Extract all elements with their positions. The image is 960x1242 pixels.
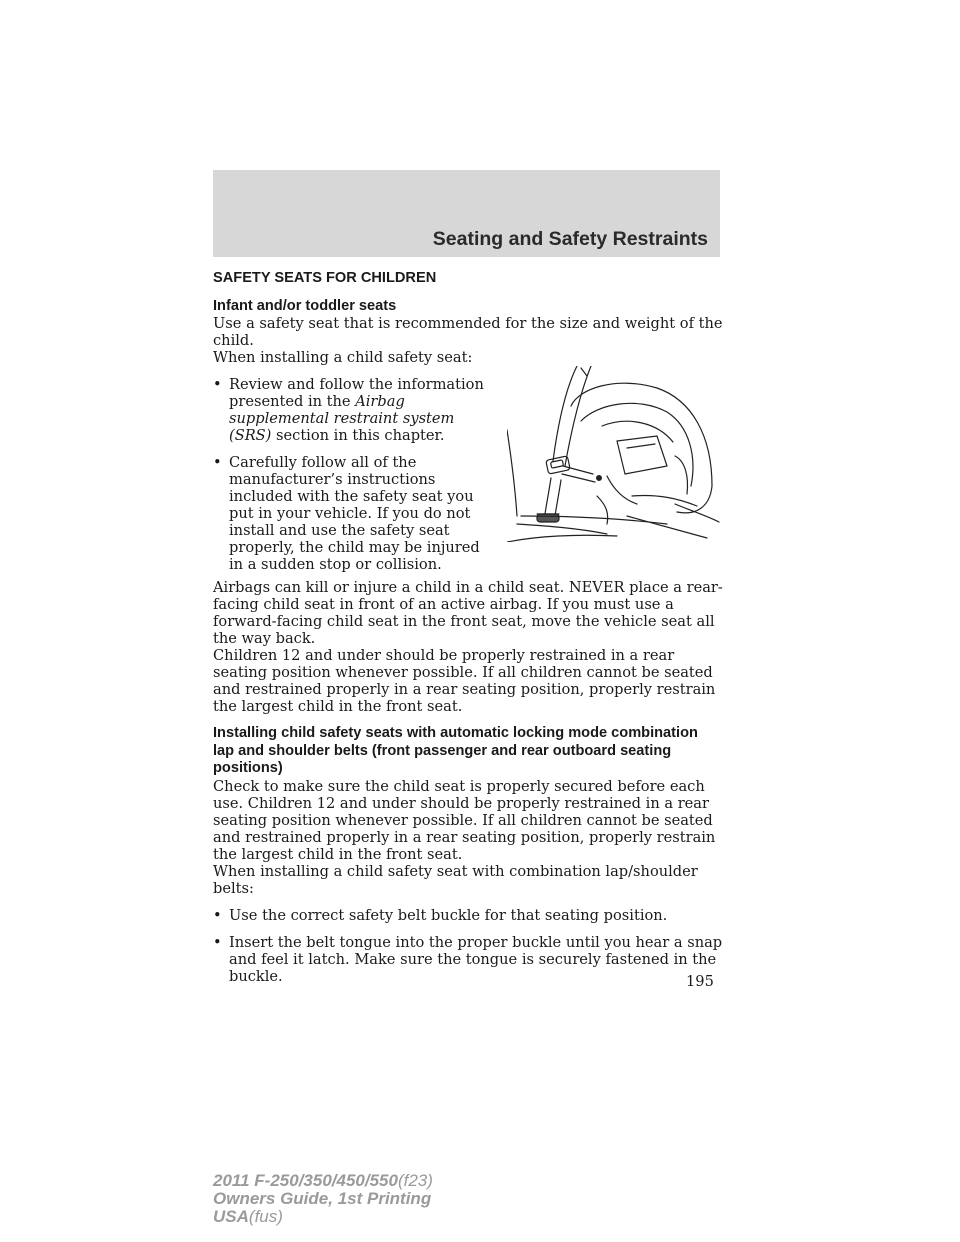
- para-check-secured: Check to make sure the child seat is properly secured before each use. Children 12 and under should be properly restrained in a rear seating position whenever possible. If all children cannot be seated and restrained properly in a rear seating position, properly restrain the largest child in the front seat.: [213, 777, 716, 863]
- airbag-srs-reference: Airbag supplemental restraint system (SRS): [229, 393, 455, 444]
- bullet-review-text-post: section in this chapter.: [271, 427, 445, 444]
- para-when-installing: When installing a child safety seat:: [213, 349, 473, 366]
- bullet-follow-instructions: [213, 454, 491, 573]
- heading-installing-child-seats: Installing child safety seats with automatic locking mode combination lap and shoulder belts (front passenger and rear outboard seating positions): [213, 725, 698, 776]
- page-number: 195: [686, 973, 714, 990]
- page-content: [213, 270, 723, 985]
- para-airbags-warning: Airbags can kill or injure a child in a child seat. NEVER place a rear-facing child seat in front of an active airbag. If you must use a forward-facing child seat in the front seat, move the vehicle seat all the way back.: [213, 579, 723, 647]
- bullet-insert-tongue: [213, 934, 723, 985]
- bullet-glyph: •: [213, 933, 222, 951]
- heading-safety-seats: SAFETY SEATS FOR CHILDREN: [213, 270, 437, 286]
- para-children-restrained: Children 12 and under should be properly restrained in a rear seating position whenever possible. If all children cannot be seated and restrained properly in a rear seating position, properly restrain the largest child in the front seat.: [213, 647, 716, 715]
- footer-model-code: (f23): [397, 1171, 433, 1190]
- para-when-installing-lap-shoulder: When installing a child safety seat with combination lap/shoulder belts:: [213, 862, 698, 897]
- bullet-review-info: [213, 376, 491, 444]
- heading-infant-toddler: Infant and/or toddler seats: [213, 297, 397, 314]
- section-header-band: [213, 170, 720, 257]
- bullet-glyph: •: [213, 376, 222, 393]
- bullet-follow-text: Carefully follow all of the manufacturer’s instructions included with the safety seat you put in your vehicle. If you do not install and use the safety seat properly, the child may be injured in a sudden stop or collision.: [229, 454, 480, 573]
- section-title: Seating and Safety Restraints: [432, 228, 708, 250]
- bullet-glyph: •: [213, 454, 222, 471]
- bullet-review-text-pre: Review and follow the information presented in the: [229, 376, 484, 410]
- bullet-glyph: •: [213, 906, 222, 924]
- bullet-correct-buckle-text: Use the correct safety belt buckle for that seating position.: [229, 906, 668, 924]
- bullet-insert-tongue-text: Insert the belt tongue into the proper buckle until you hear a snap and feel it latch. Make sure the tongue is securely fastened in the buckle.: [229, 933, 723, 985]
- bullet-correct-buckle: [213, 907, 723, 924]
- footer-model: 2011 F-250/350/450/550: [213, 1171, 398, 1190]
- child-seat-belt-illustration: [507, 366, 721, 542]
- footer-region: USA: [213, 1207, 249, 1226]
- footer-region-code: (fus): [248, 1207, 283, 1226]
- document-footer: [213, 1172, 433, 1226]
- para-use-safety-seat: Use a safety seat that is recommended for the size and weight of the child.: [213, 315, 723, 349]
- footer-printing: Owners Guide, 1st Printing: [213, 1189, 432, 1208]
